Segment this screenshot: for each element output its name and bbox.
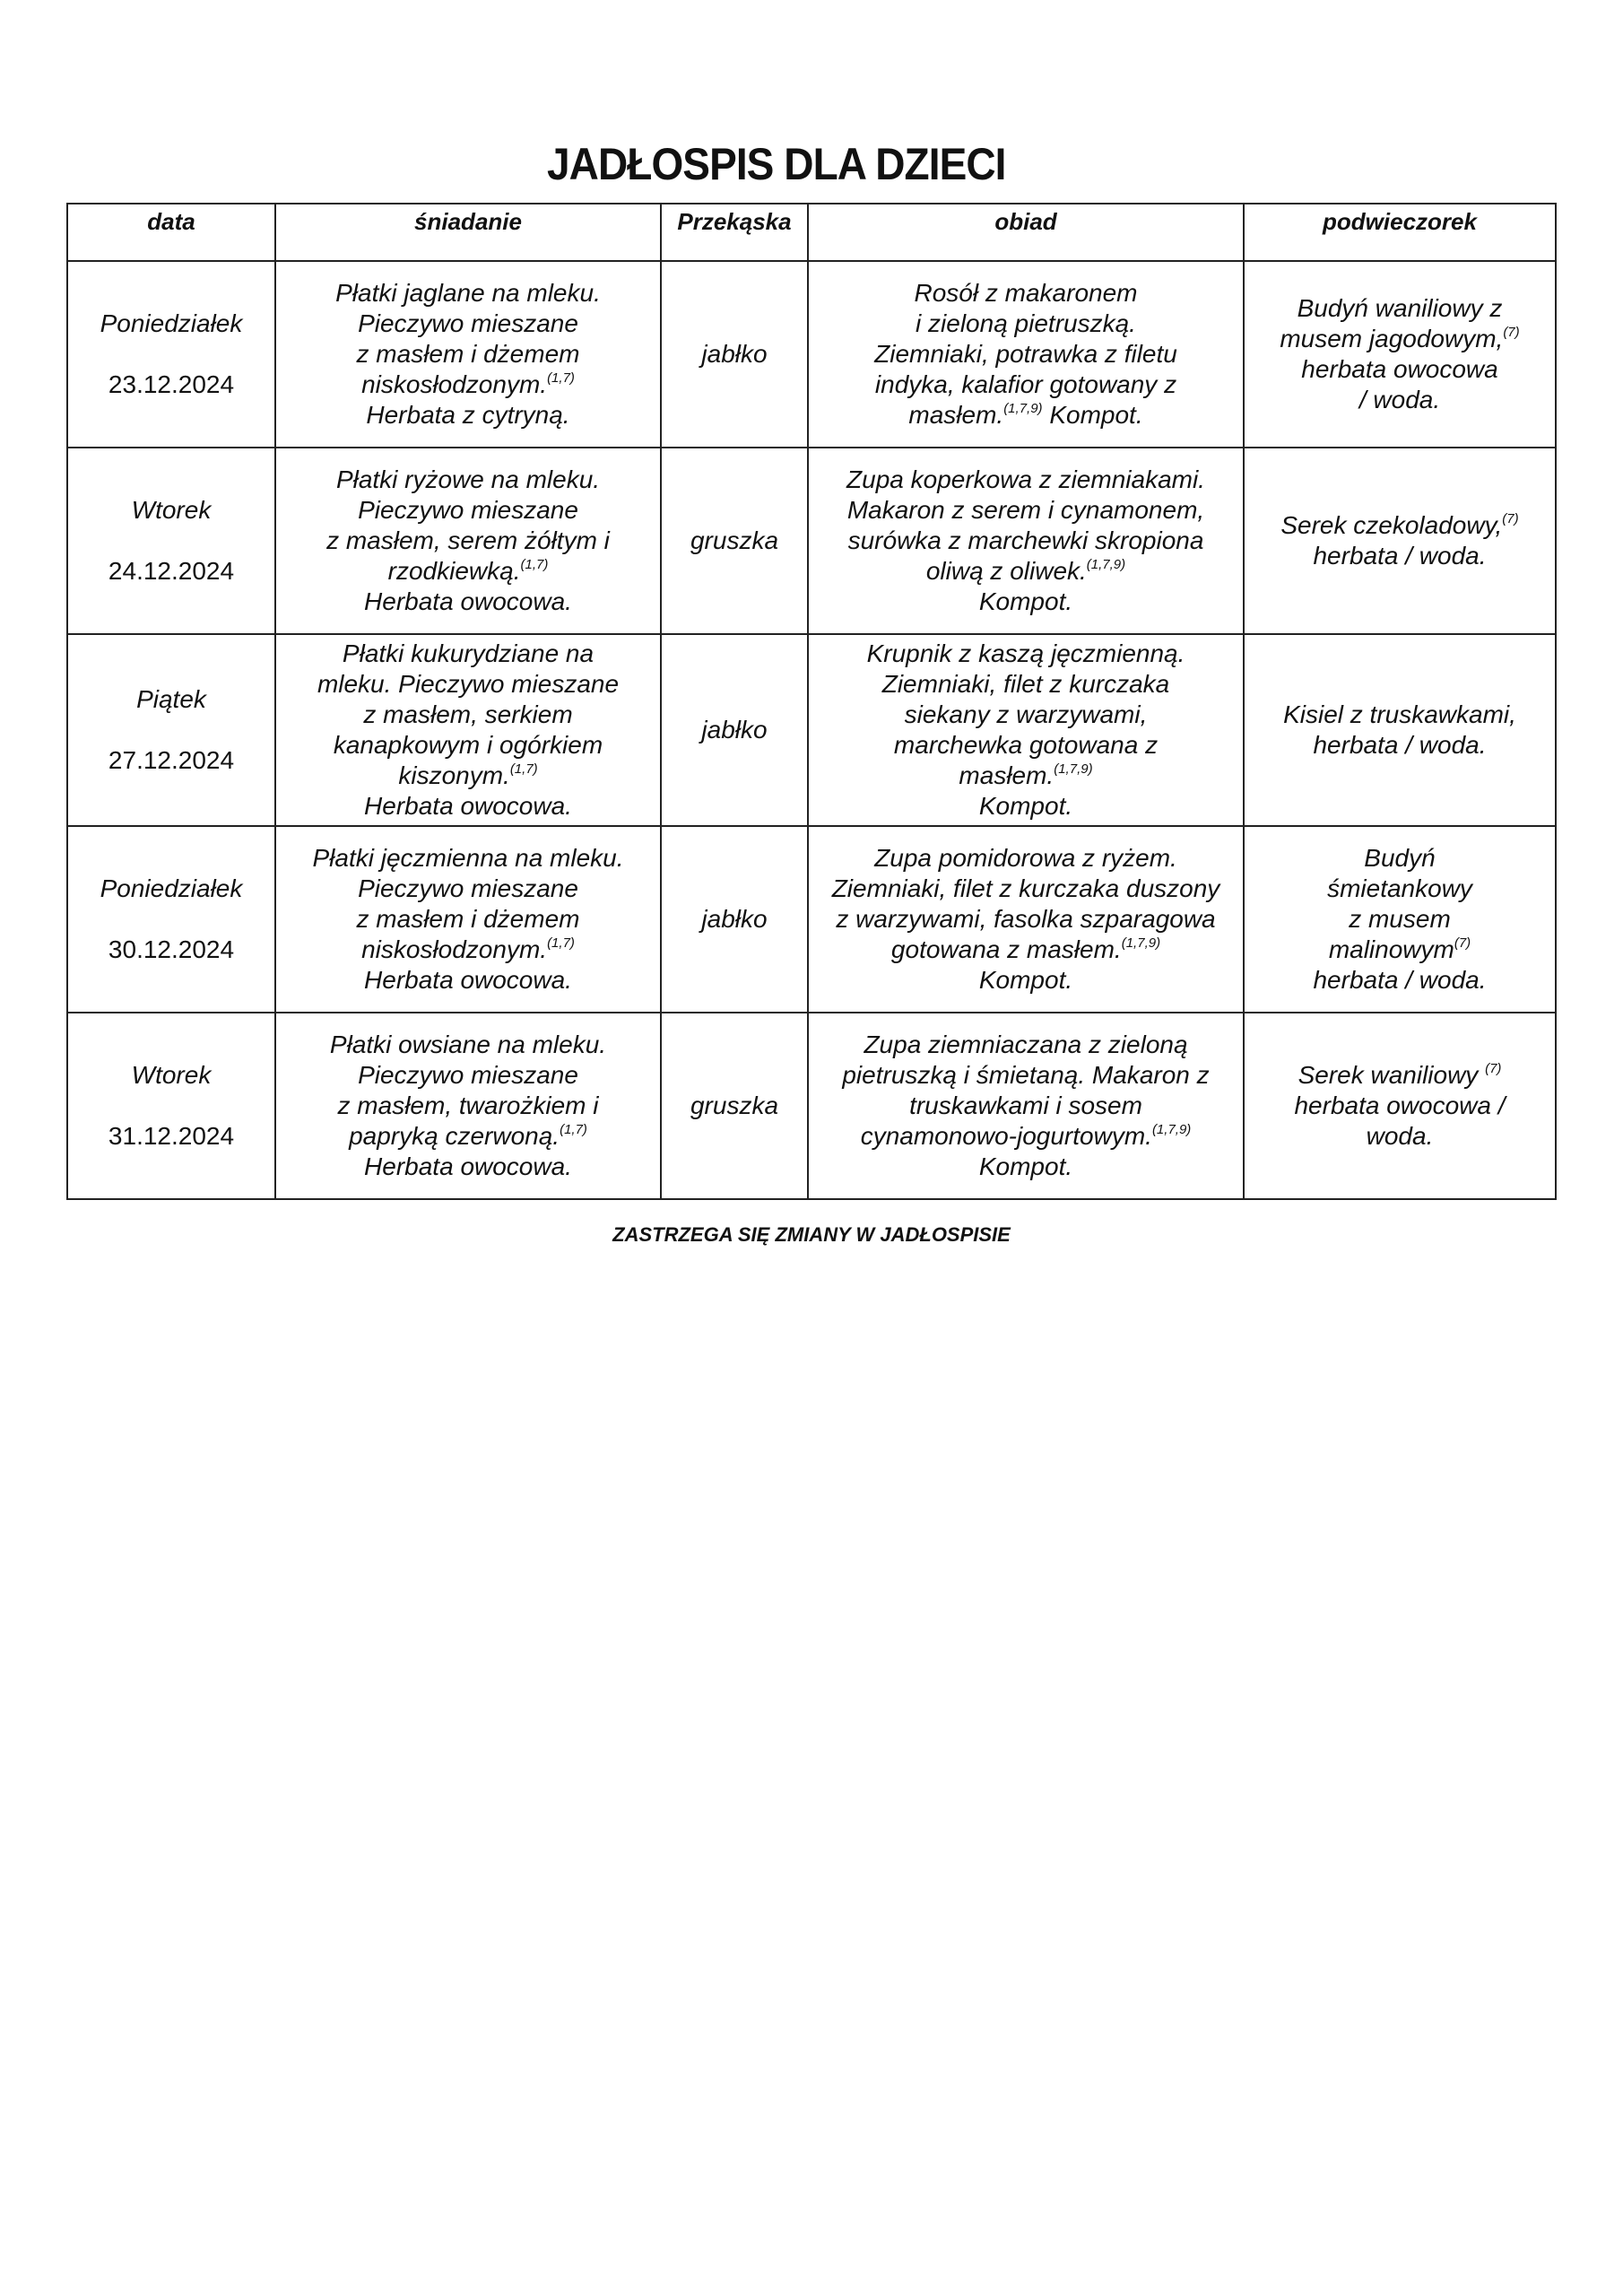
menu-text: masłem. <box>959 761 1055 789</box>
allergen-note: (1,7,9) <box>1003 400 1043 416</box>
breakfast-cell <box>275 634 661 826</box>
menu-line <box>814 639 1237 669</box>
menu-line <box>1250 1121 1549 1152</box>
menu-line <box>1250 874 1549 904</box>
menu-text: Herbata owocowa. <box>364 792 572 820</box>
menu-line <box>282 639 655 669</box>
menu-line <box>1250 1091 1549 1121</box>
menu-text: Płatki jaglane na mleku. <box>335 279 601 307</box>
menu-line <box>282 1121 655 1152</box>
menu-text: herbata / woda. <box>1313 966 1487 994</box>
allergen-note: (7) <box>1503 324 1520 340</box>
allergen-note: (7) <box>1454 935 1471 951</box>
menu-text: cynamonowo-jogurtowym. <box>860 1122 1152 1150</box>
menu-text: surówka z marchewki skropiona <box>847 526 1204 554</box>
menu-line <box>1250 354 1549 385</box>
menu-text: Herbata z cytryną. <box>366 401 570 429</box>
menu-line <box>282 791 655 822</box>
day-date: 30.12.2024 <box>108 935 235 963</box>
menu-text: pietruszką i śmietaną. Makaron z <box>842 1061 1210 1089</box>
table-row <box>67 448 1556 634</box>
menu-line <box>1250 510 1549 541</box>
breakfast-cell <box>275 261 661 448</box>
header-afternoon-snack: podwieczorek <box>1244 204 1556 261</box>
table-row <box>67 634 1556 826</box>
menu-text: Płatki jęczmienna na mleku. <box>312 844 624 872</box>
day-cell <box>67 261 275 448</box>
menu-text: papryką czerwoną. <box>349 1122 560 1150</box>
breakfast-cell <box>275 826 661 1013</box>
menu-text: Krupnik z kaszą jęczmienną. <box>866 639 1185 667</box>
menu-text: kanapkowym i ogórkiem <box>333 731 603 759</box>
menu-text: gotowana z masłem. <box>890 935 1122 963</box>
menu-text: z warzywami, fasolka szparagowa <box>836 905 1216 933</box>
menu-text: herbata / woda. <box>1313 731 1487 759</box>
menu-text: Herbata owocowa. <box>364 966 572 994</box>
lunch-cell <box>808 1013 1244 1199</box>
menu-line <box>1250 843 1549 874</box>
menu-text: Herbata owocowa. <box>364 1152 572 1180</box>
menu-change-notice: ZASTRZEGA SIĘ ZMIANY W JADŁOSPISIE <box>612 1223 1011 1246</box>
menu-line <box>814 495 1237 526</box>
menu-text: i zieloną pietruszką. <box>916 309 1136 337</box>
menu-text: z masłem, serkiem <box>363 700 573 728</box>
menu-line <box>814 761 1237 791</box>
menu-line <box>814 1121 1237 1152</box>
menu-text: Kompot. <box>978 966 1073 994</box>
menu-line <box>282 700 655 730</box>
snack-cell: gruszka <box>661 1013 808 1199</box>
menu-line <box>1250 700 1549 730</box>
menu-line <box>282 1152 655 1182</box>
day-cell <box>67 826 275 1013</box>
afternoon-snack-cell <box>1244 634 1556 826</box>
day-name: Wtorek <box>131 1061 212 1089</box>
allergen-note: (7) <box>1485 1060 1502 1076</box>
menu-text: Serek czekoladowy, <box>1280 511 1503 539</box>
allergen-note: (1,7,9) <box>1054 761 1093 777</box>
menu-line <box>814 309 1237 339</box>
allergen-note: (1,7) <box>509 761 538 777</box>
menu-line <box>282 495 655 526</box>
menu-line <box>282 1091 655 1121</box>
menu-text: malinowym <box>1328 935 1454 963</box>
menu-line <box>282 874 655 904</box>
menu-line <box>814 1030 1237 1060</box>
menu-line <box>814 965 1237 996</box>
day-date: 27.12.2024 <box>108 746 235 774</box>
menu-line <box>1250 730 1549 761</box>
menu-line <box>1250 904 1549 935</box>
menu-line <box>1250 324 1549 354</box>
menu-line <box>814 843 1237 874</box>
table-row <box>67 826 1556 1013</box>
menu-text: Makaron z serem i cynamonem, <box>846 496 1205 524</box>
menu-text: Pieczywo mieszane <box>358 1061 578 1089</box>
menu-line <box>282 400 655 430</box>
menu-text: z musem <box>1349 905 1451 933</box>
menu-line <box>282 1060 655 1091</box>
menu-line <box>1250 1060 1549 1091</box>
snack-cell: jabłko <box>661 826 808 1013</box>
allergen-note: (7) <box>1502 510 1519 526</box>
menu-text: Pieczywo mieszane <box>358 309 578 337</box>
menu-text: / woda. <box>1358 386 1441 413</box>
menu-line <box>814 791 1237 822</box>
menu-line <box>814 556 1237 587</box>
day-name: Wtorek <box>131 496 212 524</box>
menu-text: marchewka gotowana z <box>893 731 1159 759</box>
menu-text: Kompot. <box>978 587 1073 615</box>
day-name: Poniedziałek <box>100 309 243 337</box>
menu-text: masłem. <box>908 401 1004 429</box>
menu-line <box>814 1060 1237 1091</box>
snack-cell: gruszka <box>661 448 808 634</box>
menu-line <box>282 339 655 370</box>
menu-text: niskosłodzonym. <box>361 935 548 963</box>
menu-line <box>814 1152 1237 1182</box>
menu-text: Zupa pomidorowa z ryżem. <box>874 844 1177 872</box>
menu-line <box>814 730 1237 761</box>
menu-text: mleku. Pieczywo mieszane <box>317 670 620 698</box>
menu-text: herbata owocowa / <box>1294 1091 1506 1119</box>
menu-line <box>814 874 1237 904</box>
menu-text: Kompot. <box>1042 401 1143 429</box>
menu-text: kiszonym. <box>398 761 510 789</box>
menu-text: Herbata owocowa. <box>364 587 572 615</box>
allergen-note: (1,7,9) <box>1121 935 1161 951</box>
header-snack: Przekąska <box>661 204 808 261</box>
menu-line <box>814 1091 1237 1121</box>
header-date: data <box>67 204 275 261</box>
day-name: Poniedziałek <box>100 874 243 902</box>
menu-line <box>282 904 655 935</box>
menu-line <box>814 935 1237 965</box>
menu-text: Kompot. <box>978 792 1073 820</box>
menu-text: herbata / woda. <box>1313 542 1487 570</box>
menu-line <box>282 730 655 761</box>
menu-line <box>1250 965 1549 996</box>
allergen-note: (1,7) <box>560 1121 587 1137</box>
menu-line <box>282 965 655 996</box>
day-cell <box>67 634 275 826</box>
menu-text: rzodkiewką. <box>387 557 521 585</box>
day-date: 24.12.2024 <box>108 557 235 585</box>
menu-line <box>282 309 655 339</box>
day-date: 23.12.2024 <box>108 370 235 398</box>
menu-line <box>814 370 1237 400</box>
afternoon-snack-cell <box>1244 1013 1556 1199</box>
page-title: JADŁOSPIS DLA DZIECI <box>547 139 1006 189</box>
menu-text: Płatki kukurydziane na <box>342 639 595 667</box>
menu-text: Płatki owsiane na mleku. <box>329 1031 607 1058</box>
menu-text: woda. <box>1366 1122 1434 1150</box>
header-lunch: obiad <box>808 204 1244 261</box>
menu-text: siekany z warzywami, <box>904 700 1148 728</box>
menu-text: Ziemniaki, filet z kurczaka <box>881 670 1170 698</box>
menu-text: Pieczywo mieszane <box>358 874 578 902</box>
menu-text: Ziemniaki, filet z kurczaka duszony <box>831 874 1220 902</box>
day-name: Piątek <box>136 685 206 713</box>
table-row <box>67 261 1556 448</box>
menu-line <box>814 587 1237 617</box>
snack-cell: jabłko <box>661 634 808 826</box>
menu-line <box>1250 385 1549 415</box>
menu-text: Płatki ryżowe na mleku. <box>335 465 601 493</box>
menu-text: Zupa koperkowa z ziemniakami. <box>846 465 1205 493</box>
menu-line <box>814 904 1237 935</box>
menu-line <box>282 761 655 791</box>
menu-text: Ziemniaki, potrawka z filetu <box>874 340 1177 368</box>
lunch-cell <box>808 448 1244 634</box>
afternoon-snack-cell <box>1244 261 1556 448</box>
snack-cell: jabłko <box>661 261 808 448</box>
menu-line <box>282 1030 655 1060</box>
allergen-note: (1,7,9) <box>1151 1121 1192 1137</box>
menu-line <box>1250 935 1549 965</box>
menu-line <box>282 556 655 587</box>
menu-line <box>282 587 655 617</box>
menu-line <box>1250 293 1549 324</box>
menu-table <box>66 203 1557 1200</box>
menu-text: musem jagodowym, <box>1280 325 1504 352</box>
afternoon-snack-cell <box>1244 448 1556 634</box>
menu-text: indyka, kalafior gotowany z <box>874 370 1177 398</box>
menu-line <box>282 278 655 309</box>
menu-line <box>814 400 1237 430</box>
menu-text: Kompot. <box>978 1152 1073 1180</box>
menu-text: Serek waniliowy <box>1298 1061 1486 1089</box>
lunch-cell <box>808 826 1244 1013</box>
day-date: 31.12.2024 <box>108 1122 235 1150</box>
menu-text: Pieczywo mieszane <box>358 496 578 524</box>
menu-line <box>814 700 1237 730</box>
menu-text: Budyń <box>1364 844 1436 872</box>
menu-line <box>282 843 655 874</box>
menu-text: z masłem i dżemem <box>356 905 580 933</box>
menu-line <box>282 669 655 700</box>
breakfast-cell <box>275 448 661 634</box>
menu-text: niskosłodzonym. <box>361 370 548 398</box>
menu-line <box>1250 541 1549 571</box>
menu-line <box>814 339 1237 370</box>
menu-text: Zupa ziemniaczana z zieloną <box>864 1031 1188 1058</box>
day-cell <box>67 1013 275 1199</box>
lunch-cell <box>808 261 1244 448</box>
menu-body <box>67 261 1556 1199</box>
menu-line <box>814 465 1237 495</box>
menu-text: Budyń waniliowy z <box>1297 294 1503 322</box>
header-breakfast: śniadanie <box>275 204 661 261</box>
menu-line <box>282 465 655 495</box>
menu-line <box>814 278 1237 309</box>
menu-text: z masłem, serem żółtym i <box>326 526 610 554</box>
menu-line <box>282 370 655 400</box>
menu-line <box>282 526 655 556</box>
menu-text: oliwą z oliwek. <box>925 557 1087 585</box>
afternoon-snack-cell <box>1244 826 1556 1013</box>
menu-text: herbata owocowa <box>1301 355 1498 383</box>
menu-text: z masłem i dżemem <box>356 340 580 368</box>
allergen-note: (1,7,9) <box>1086 556 1126 572</box>
breakfast-cell <box>275 1013 661 1199</box>
header-row <box>67 204 1556 261</box>
allergen-note: (1,7) <box>547 935 575 951</box>
day-cell <box>67 448 275 634</box>
menu-text: Rosół z makaronem <box>914 279 1138 307</box>
table-row <box>67 1013 1556 1199</box>
menu-line <box>814 669 1237 700</box>
menu-text: z masłem, twarożkiem i <box>337 1091 599 1119</box>
allergen-note: (1,7) <box>520 556 549 572</box>
menu-line <box>282 935 655 965</box>
menu-line <box>814 526 1237 556</box>
menu-text: truskawkami i sosem <box>909 1091 1142 1119</box>
menu-text: śmietankowy <box>1327 874 1472 902</box>
menu-text: Kisiel z truskawkami, <box>1283 700 1516 728</box>
lunch-cell <box>808 634 1244 826</box>
allergen-note: (1,7) <box>547 370 575 386</box>
